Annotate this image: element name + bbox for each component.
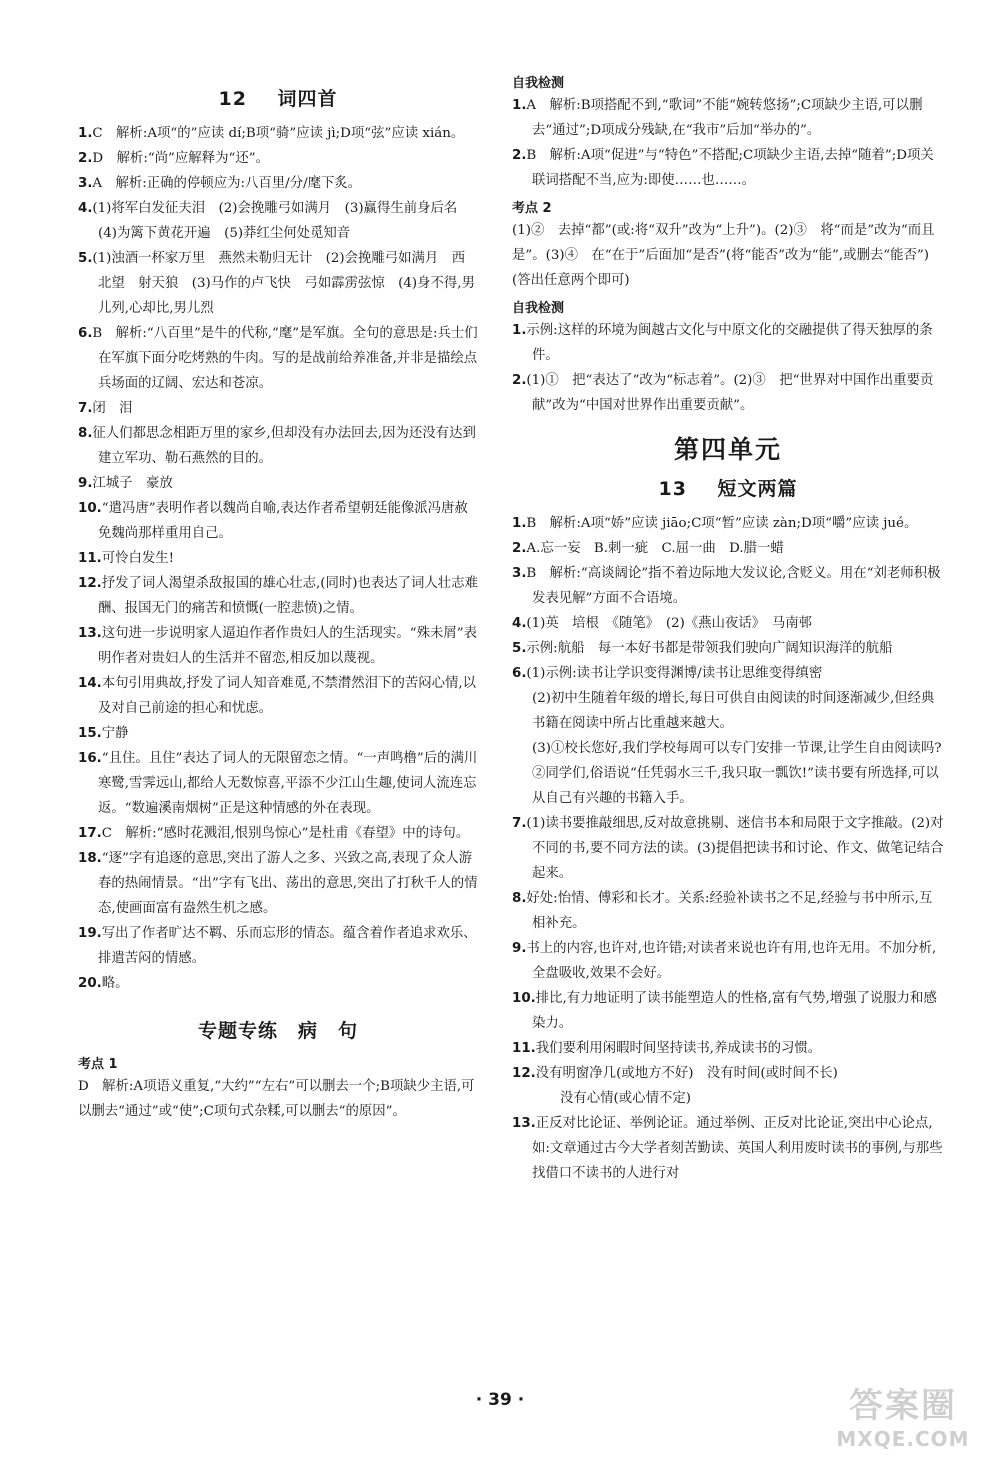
answer-item: 7.闭 泪: [78, 401, 133, 416]
answer-item: 7.(1)读书要推敲细思,反对故意挑剔、迷信书本和局限于文字推敲。(2)对不同的书,要不同方法的读。(3)提倡把读书和讨论、作文、做笔记结合起来。: [512, 816, 944, 881]
self-check-heading: 自我检测: [512, 301, 565, 316]
watermark-logo: [818, 1378, 988, 1456]
lesson-13-answers: [512, 511, 944, 1186]
answer-item: 10.“遣冯唐”表明作者以魏尚自喻,表达作者希望朝廷能像派冯唐赦免魏尚那样重用自己。: [78, 501, 468, 541]
answer-item: 2.B 解析:A项“促进”与“特色”不搭配;C项缺少主语,去掉“随着”;D项关联词搭配不当,应为:即使……也……。: [512, 148, 934, 188]
answer-item: 17.C 解析:“感时花溅泪,恨别鸟惊心”是杜甫《春望》中的诗句。: [78, 826, 470, 841]
answer-item: 6.B 解析:“八百里”是牛的代称,“麾”是军旗。全句的意思是:兵士们在军旗下面分吃烤熟的牛肉。写的是战前给养准备,并非是描绘点兵场面的辽阔、宏达和苍凉。: [78, 326, 478, 391]
lesson-12-answers: [78, 121, 478, 996]
answer-item: 8.征人们都思念相距万里的家乡,但却没有办法回去,因为还没有达到建立军功、勒石燕然的目的。: [78, 426, 476, 466]
answer-item: 9.书上的内容,也许对,也许错;对读者来说也许有用,也许无用。不加分析,全盘吸收,效果不会好。: [512, 941, 937, 981]
page-number: · 39 ·: [475, 1390, 525, 1410]
answer-item: 8.好处:怡情、傅彩和长才。关系:经验补读书之不足,经验与书中所示,互相补充。: [512, 891, 933, 931]
answer-item: 16.“且住。且住”表达了词人的无限留恋之情。“一声鸣橹”后的满川寒鹭,雪霁远山,都给人无数惊喜,平添不少江山生趣,使词人流连忘返。“数遍溪南烟树”正是这种情感的外在表现。: [78, 751, 478, 816]
answer-item: 2.(1)① 把“表达了”改为“标志着”。(2)③ 把“世界对中国作出重要贡献”改为“中国对世界作出重要贡献”。: [512, 373, 934, 413]
lesson-13-title: [512, 474, 944, 501]
self-check-heading: 自我检测: [512, 76, 565, 91]
right-column: [512, 68, 944, 1186]
answer-item: 2.A.忘一妄 B.刺一疵 C.屈一曲 D.腊一蜡: [512, 541, 784, 556]
answer-item: 5.(1)浊酒一杯家万里 燕然未勒归无计 (2)会挽雕弓如满月 西北望 射天狼 (3)马作的卢飞快 弓如霹雳弦惊 (4)身不得,男儿列,心却比,男儿烈: [78, 251, 475, 316]
answer-item: 12.没有明窗净几(或地方不好) 没有时间(或时间不长): [512, 1066, 838, 1081]
answer-item: 11.我们要利用闲暇时间坚持读书,养成读书的习惯。: [512, 1041, 822, 1056]
answer-item: 2.D 解析:“尚”应解释为“还”。: [78, 151, 269, 166]
left-column: [78, 70, 478, 1124]
lesson-13-name: 短文两篇: [717, 478, 798, 500]
watermark-url: MXQE.COM: [836, 1427, 970, 1451]
answer-item: 20.略。: [78, 976, 129, 991]
answer-item: 13.这句进一步说明家人逼迫作者作贵妇人的生活现实。“殊未屑”表明作者对贵妇人的生活并不留恋,相反加以蔑视。: [78, 626, 477, 666]
lesson-12-number: 12: [218, 88, 247, 110]
lesson-12-title: [78, 84, 478, 111]
answer-item: 1.示例:这样的环境为闽越古文化与中原文化的交融提供了得天独厚的条件。: [512, 323, 933, 363]
answer-subitem: (2)初中生随着年级的增长,每日可供自由阅读的时间逐渐减少,但经典书籍在阅读中所占比重越来越大。: [532, 691, 935, 731]
answer-item: 15.宁静: [78, 726, 129, 741]
answer-item: 1.C 解析:A项“的”应读 dí;B项“骑”应读 jì;D项“弦”应读 xián。: [78, 126, 465, 141]
answer-item: 4.(1)英 培根 《随笔》 (2)《燕山夜话》 马南邨: [512, 616, 813, 631]
section-title-bingju: 专题专练 病 句: [197, 1020, 358, 1042]
kaodian-2-heading: 考点 2: [512, 201, 552, 216]
answer-item: 1.B 解析:A项“娇”应读 jiāo;C项“暂”应读 zàn;D项“嚼”应读 jué。: [512, 516, 918, 531]
lesson-13-number: 13: [658, 478, 687, 500]
answer-item: 12.抒发了词人渴望杀敌报国的雄心壮志,(同时)也表达了词人壮志难酬、报国无门的痛苦和愤慨(一腔悲愤)之情。: [78, 576, 478, 616]
kaodian-1-answer: D 解析:A项语义重复,“大约”“左右”可以删去一个;B项缺少主语,可以删去“通过”或“使”;C项句式杂糅,可以删去“的原因”。: [78, 1079, 475, 1119]
answer-item: 5.示例:航船 每一本好书都是带领我们驶向广阔知识海洋的航船: [512, 641, 893, 656]
watermark-text: 答案圈: [849, 1386, 957, 1426]
answer-item: 3.B 解析:“高谈阔论”指不着边际地大发议论,含贬义。用在“刘老师积极发表见解”方面不合语境。: [512, 566, 941, 606]
kaodian-2-answer: (1)② 去掉“都”(或:将“双升”改为“上升”)。(2)③ 将“而是”改为“而且是”。(3)④ 在“在于”后面加“是否”(将“能否”改为“能”,或删去“能否”)(答出任意两个即可): [512, 223, 935, 288]
answer-subitem: 没有心情(或心情不定): [560, 1091, 691, 1106]
answer-subitem: (3)①校长您好,我们学校每周可以专门安排一节课,让学生自由阅读吗?②同学们,俗语说“任凭弱水三千,我只取一瓢饮!”读书要有所选择,可以从自己有兴趣的书籍入手。: [532, 741, 942, 806]
answer-item: 13.正反对比论证、举例论证。通过举例、正反对比论证,突出中心论点,如:文章通过古今大学者刻苦勤读、英国人利用废时读书的事例,与那些找借口不读书的人进行对: [512, 1116, 943, 1181]
answer-item: 19.写出了作者旷达不羁、乐而忘形的情态。蕴含着作者追求欢乐、排遣苦闷的情感。: [78, 926, 477, 966]
answer-item: 11.可怜白发生!: [78, 551, 175, 566]
answer-item: 4.(1)将军白发征夫泪 (2)会挽雕弓如满月 (3)赢得生前身后名 (4)为篱下黄花开遍 (5)莽红尘何处觅知音: [78, 201, 471, 241]
lesson-12-name: 词四首: [277, 88, 338, 110]
kaodian-1-heading: 考点 1: [78, 1057, 118, 1072]
answer-item: 14.本句引用典故,抒发了词人知音难觅,不禁潸然泪下的苦闷心情,以及对自己前途的担心和忧虑。: [78, 676, 477, 716]
answer-item: 18.“逐”字有追逐的意思,突出了游人之多、兴致之高,表现了众人游春的热闹情景。“出”字有飞出、荡出的意思,突出了打秋千人的情态,使画面富有盎然生机之感。: [78, 851, 478, 916]
answer-item: 6.(1)示例:读书让学识变得渊博/读书让思维变得缜密: [512, 666, 823, 681]
answer-item: 1.A 解析:B项搭配不到,“歌词”不能“婉转悠扬”;C项缺少主语,可以删去“通过”;D项成分残缺,在“我市”后加“举办的”。: [512, 98, 923, 138]
answer-item: 9.江城子 豪放: [78, 476, 173, 491]
answer-item: 10.排比,有力地证明了读书能塑造人的性格,富有气势,增强了说服力和感染力。: [512, 991, 937, 1031]
unit-title: 第四单元: [673, 435, 782, 464]
answer-item: 3.A 解析:正确的停顿应为:八百里/分/麾下炙。: [78, 176, 362, 191]
